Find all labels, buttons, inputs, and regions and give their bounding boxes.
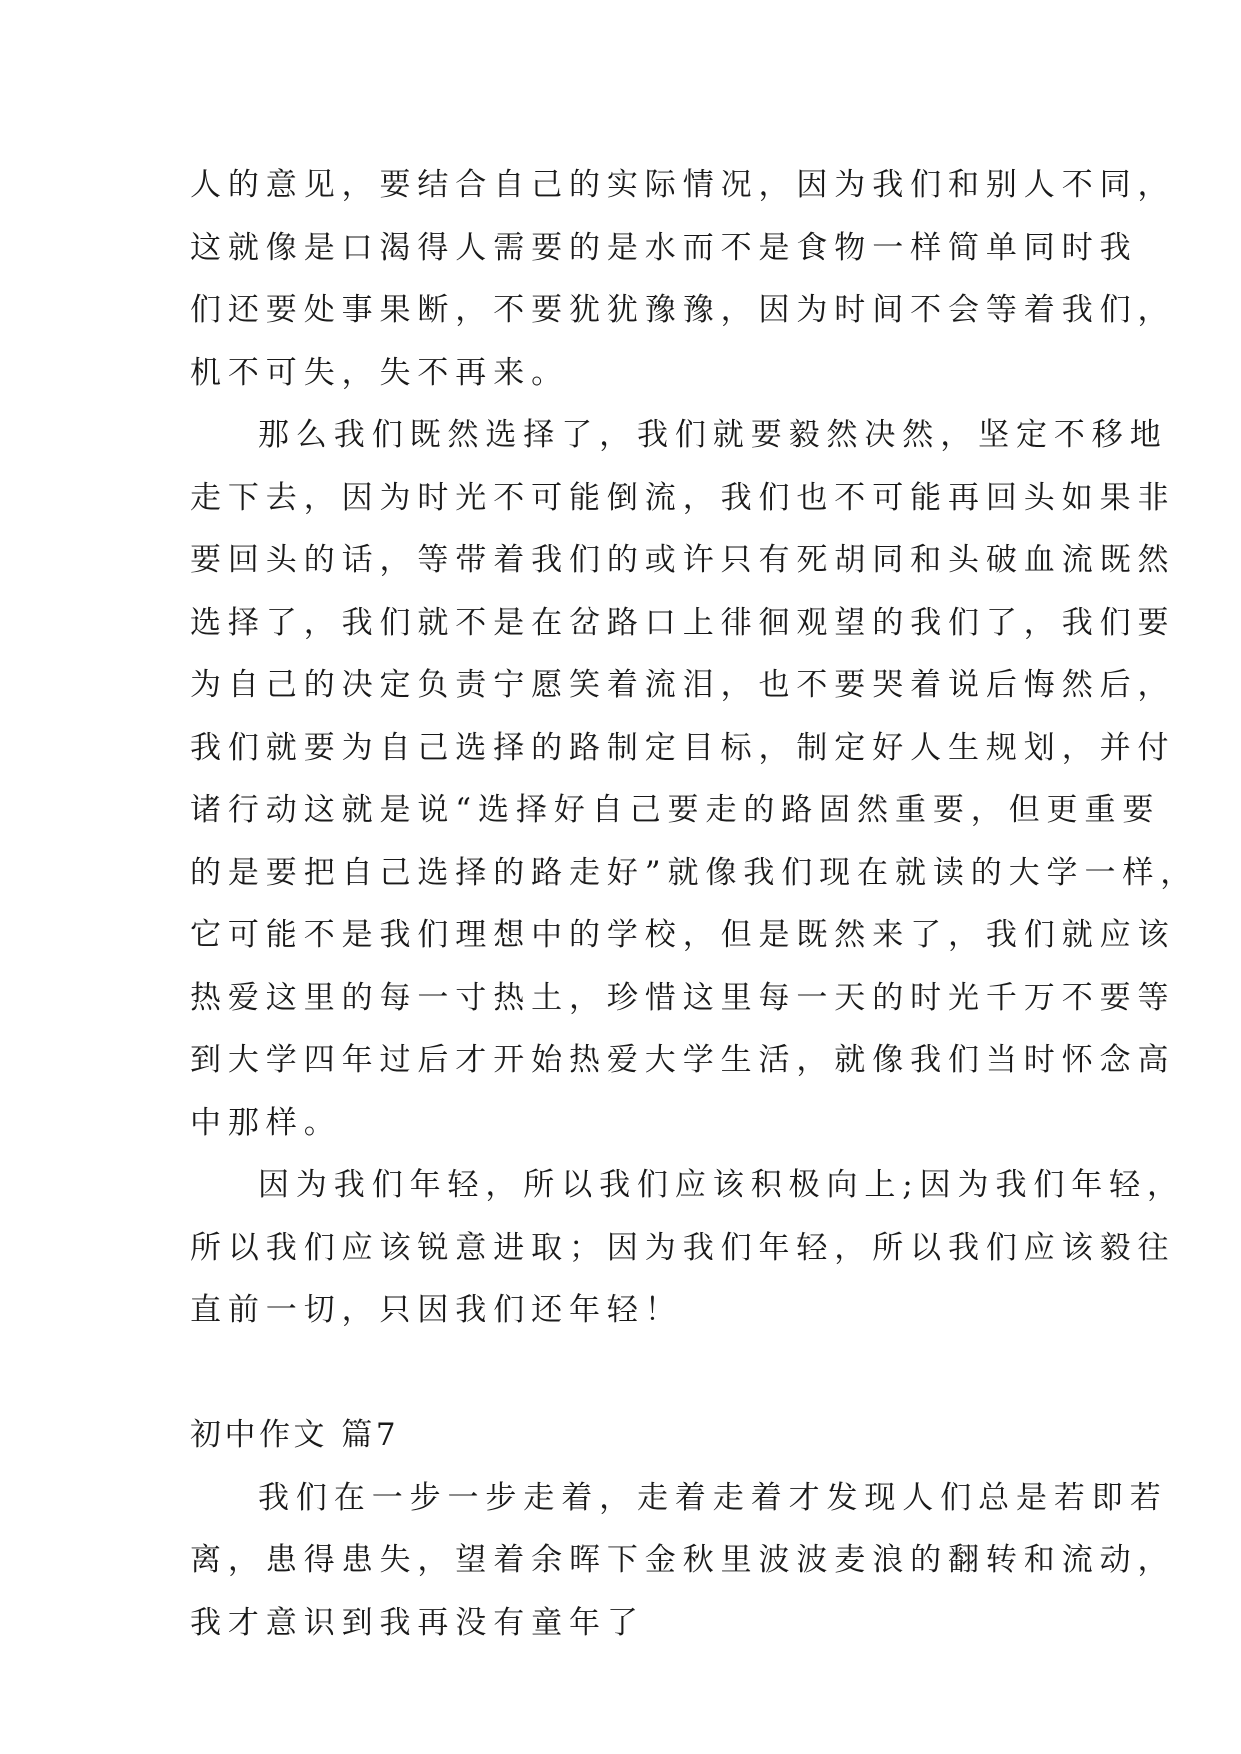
text-line: 因为我们年轻，所以我们应该积极向上;因为我们年轻， xyxy=(258,1167,1185,1203)
paragraph-1 xyxy=(190,154,1176,404)
text-line: 我们就要为自己选择的路制定目标，制定好人生规划，并付 xyxy=(190,729,1176,766)
text-line: 诸行动这就是说“选择好自己要走的路固然重要，但更重要 xyxy=(190,792,1161,828)
section-heading: 初中作文 篇7 xyxy=(190,1417,400,1453)
text-line: 为自己的决定负责宁愿笑着流泪，也不要哭着说后悔然后， xyxy=(190,667,1176,703)
paragraph-2 xyxy=(190,404,1199,1154)
text-line: 要回头的话，等带着我们的或许只有死胡同和头破血流既然 xyxy=(190,542,1176,578)
document-body xyxy=(190,154,1199,1654)
text-line: 们还要处事果断，不要犹犹豫豫，因为时间不会等着我们， xyxy=(190,292,1176,328)
text-line: 这就像是口渴得人需要的是水而不是食物一样简单同时我 xyxy=(190,229,1138,266)
text-line: 选择了，我们就不是在岔路口上徘徊观望的我们了，我们要 xyxy=(190,604,1176,641)
text-line: 机不可失，失不再来。 xyxy=(190,354,569,391)
text-line: 离，患得患失，望着余晖下金秋里波波麦浪的翻转和流动， xyxy=(190,1542,1176,1578)
paragraph-3 xyxy=(190,1154,1185,1342)
text-line: 中那样。 xyxy=(190,1104,342,1141)
text-line: 所以我们应该锐意进取；因为我们年轻，所以我们应该毅往 xyxy=(190,1229,1176,1266)
text-line: 到大学四年过后才开始热爱大学生活，就像我们当时怀念高 xyxy=(190,1042,1176,1078)
paragraph-4 xyxy=(190,1467,1176,1655)
text-line: 我才意识到我再没有童年了 xyxy=(190,1604,645,1641)
text-line: 我们在一步一步走着，走着走着才发现人们总是若即若 xyxy=(258,1479,1168,1516)
text-line: 人的意见，要结合自己的实际情况，因为我们和别人不同， xyxy=(190,167,1176,203)
text-line: 的是要把自己选择的路走好”就像我们现在就读的大学一样， xyxy=(190,854,1199,891)
text-line: 走下去，因为时光不可能倒流，我们也不可能再回头如果非 xyxy=(190,479,1176,516)
text-line: 直前一切，只因我们还年轻！ xyxy=(190,1292,683,1328)
text-line: 那么我们既然选择了，我们就要毅然决然，坚定不移地 xyxy=(258,417,1168,453)
section-spacer xyxy=(190,1342,1050,1405)
text-line: 热爱这里的每一寸热土，珍惜这里每一天的时光千万不要等 xyxy=(190,979,1176,1016)
text-line: 它可能不是我们理想中的学校，但是既然来了，我们就应该 xyxy=(190,917,1176,953)
